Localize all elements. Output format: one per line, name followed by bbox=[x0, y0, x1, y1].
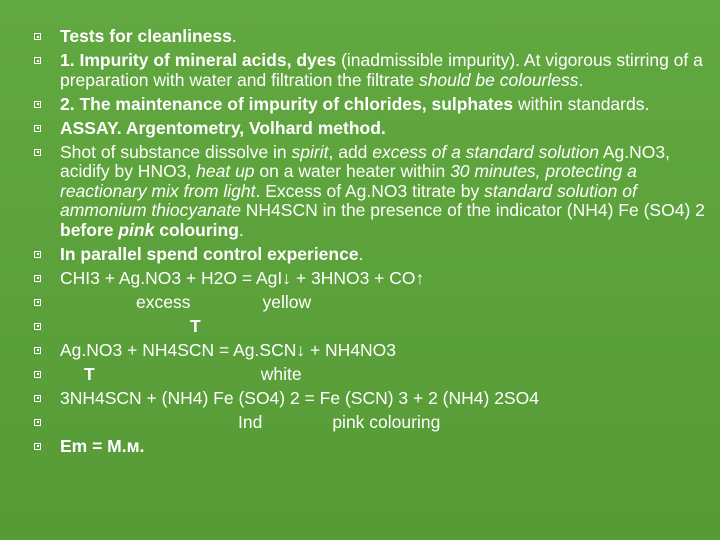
bullet-item bbox=[34, 413, 706, 433]
text-segment: T bbox=[190, 315, 201, 336]
square-bullet-icon bbox=[34, 125, 41, 132]
text-segment: . bbox=[358, 243, 364, 264]
square-bullet-icon bbox=[34, 395, 41, 402]
text-segment: (inadmissible impurity). At vigorous stirring of a preparation with water and filtration the filtrate bbox=[60, 50, 703, 90]
square-bullet-icon bbox=[34, 371, 41, 378]
text-segment: before bbox=[60, 219, 119, 240]
text-segment: Ind bbox=[238, 411, 263, 432]
text-segment: within standards. bbox=[513, 93, 650, 114]
bullet-item bbox=[34, 389, 706, 409]
bullet-item bbox=[34, 143, 706, 241]
square-bullet-icon bbox=[34, 275, 41, 282]
square-bullet-icon bbox=[34, 443, 41, 450]
text-segment: Em = M.м. bbox=[60, 435, 145, 456]
text-segment: excess bbox=[136, 291, 191, 312]
square-bullet-icon bbox=[34, 347, 41, 354]
bullet-item bbox=[34, 317, 706, 337]
text-segment: . bbox=[231, 26, 237, 46]
bullet-item bbox=[34, 365, 706, 385]
text-segment: 30 minutes, protecting a reactionary mix from light bbox=[60, 161, 637, 201]
text-segment: on a water heater within bbox=[254, 161, 451, 181]
text-segment: heat up bbox=[196, 161, 255, 181]
text-segment: T bbox=[84, 363, 95, 384]
square-bullet-icon bbox=[34, 33, 41, 40]
square-bullet-icon bbox=[34, 251, 41, 258]
text-segment: CHI3 + Ag.NO3 + H2O = AgI↓ + 3HNO3 + CO↑ bbox=[60, 267, 425, 288]
text-segment: standard solution of ammonium thiocyanate bbox=[60, 180, 637, 220]
bullet-item bbox=[34, 51, 706, 90]
text-segment: pink bbox=[118, 219, 155, 240]
text-segment: 2. The maintenance of impurity of chlorides, sulphates bbox=[60, 93, 514, 114]
text-segment: white bbox=[260, 363, 302, 384]
bullet-item bbox=[34, 27, 706, 47]
text-segment: should be colourless bbox=[418, 69, 579, 90]
square-bullet-icon bbox=[34, 149, 41, 156]
text-segment: Tests for cleanliness bbox=[60, 26, 232, 46]
text-segment: 3NH4SCN + (NH4) Fe (SO4) 2 = Fe (SCN) 3 + 2 (NH4) 2SO4 bbox=[60, 387, 539, 408]
square-bullet-icon bbox=[34, 101, 41, 108]
text-segment: ASSAY. Argentometry, Volhard method. bbox=[60, 117, 386, 138]
bullet-item bbox=[34, 293, 706, 313]
square-bullet-icon bbox=[34, 299, 41, 306]
text-segment: pink colouring bbox=[332, 411, 441, 432]
text-segment: Ag.NO3 + NH4SCN = Ag.SCN↓ + NH4NO3 bbox=[60, 339, 397, 360]
bullet-item bbox=[34, 437, 706, 457]
text-segment: . bbox=[578, 69, 584, 90]
text-segment: , add bbox=[328, 141, 373, 162]
text-segment: . Excess of Ag.NO3 titrate by bbox=[255, 180, 485, 201]
text-segment: excess of a standard solution bbox=[372, 141, 599, 162]
text-segment: Shot of substance dissolve in bbox=[60, 141, 292, 162]
text-segment: yellow bbox=[262, 291, 312, 312]
bullet-item bbox=[34, 245, 706, 265]
bullet-item bbox=[34, 341, 706, 361]
text-segment: NH4SCN in the presence of the indicator (NH4) Fe (SO4) 2 bbox=[240, 200, 705, 220]
text-segment: spirit bbox=[291, 141, 329, 162]
bullet-item bbox=[34, 95, 706, 115]
square-bullet-icon bbox=[34, 57, 41, 64]
text-segment: 1. Impurity of mineral acids, dyes bbox=[60, 50, 337, 70]
bullet-list bbox=[34, 27, 706, 461]
bullet-item bbox=[34, 119, 706, 139]
text-segment: colouring bbox=[154, 219, 239, 240]
square-bullet-icon bbox=[34, 419, 41, 426]
text-segment: In parallel spend control experience bbox=[60, 243, 359, 264]
text-segment: . bbox=[238, 219, 244, 240]
bullet-item bbox=[34, 269, 706, 289]
square-bullet-icon bbox=[34, 323, 41, 330]
text-segment: Ag.NO3, acidify by HNO3, bbox=[60, 141, 670, 181]
